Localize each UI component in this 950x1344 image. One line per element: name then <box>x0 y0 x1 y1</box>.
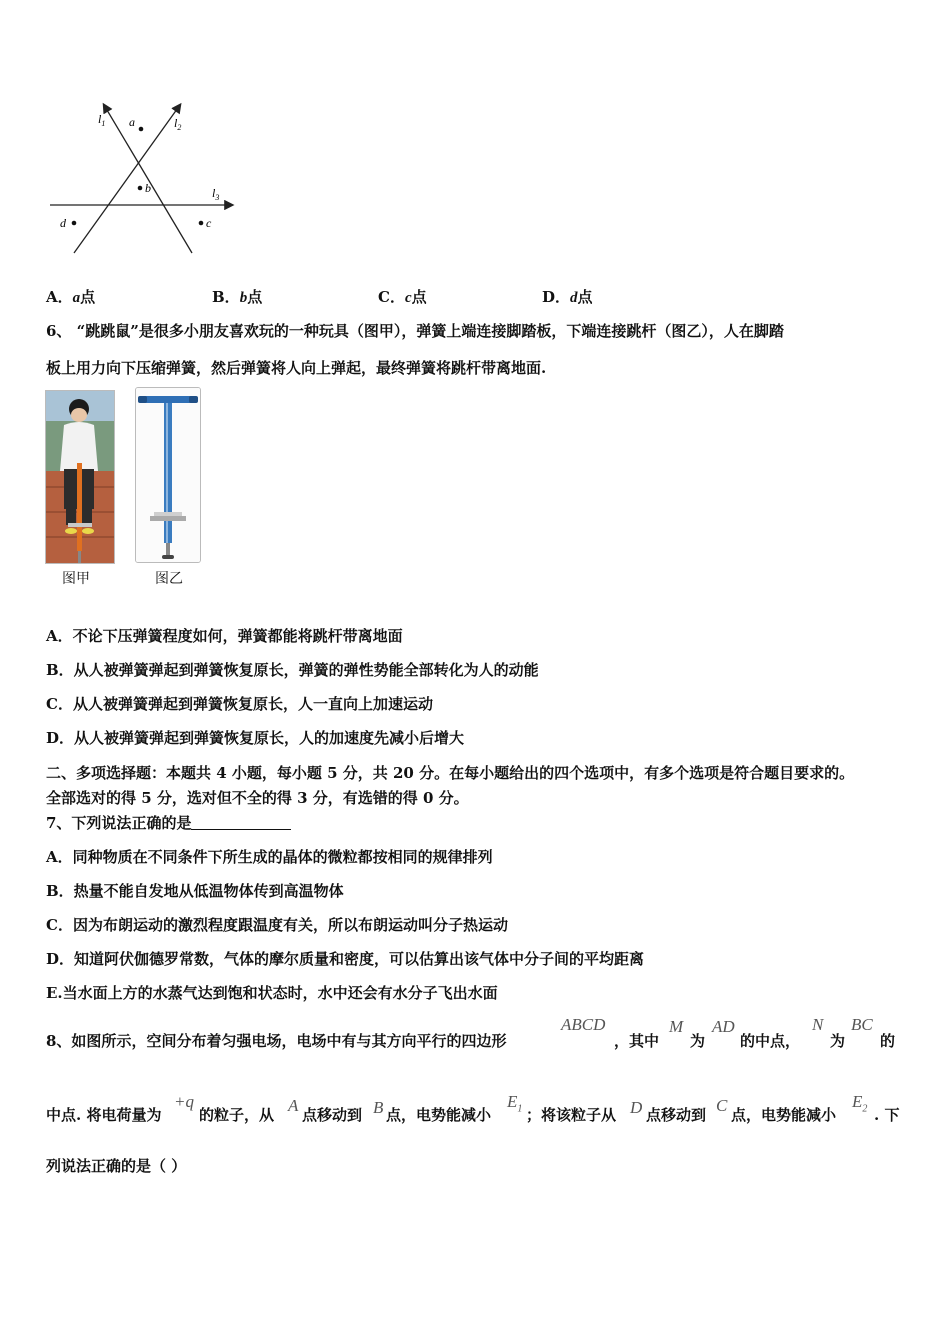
q6-option-c[interactable]: C．从人被弹簧弹起到弹簧恢复原长，人一直向上加速运动 <box>46 695 433 713</box>
photo-child-on-pogo-stick <box>45 390 115 564</box>
q7-stem: 7、下列说法正确的是 <box>46 812 291 833</box>
q8-text: 为 <box>830 1032 846 1050</box>
q8-text: 的中点， <box>740 1032 801 1050</box>
label-l3: $l_3$ <box>212 186 220 202</box>
math-a: A <box>288 1096 299 1115</box>
q8-text: . 下 <box>874 1106 900 1124</box>
math-c: C <box>716 1096 728 1115</box>
q6-option-a[interactable]: A．不论下压弹簧程度如何，弹簧都能将跳杆带离地面 <box>46 627 403 645</box>
q8-line2: 中点. 将电荷量为 <box>46 1106 162 1124</box>
q8-line3: 列说法正确的是（ ） <box>46 1157 187 1175</box>
caption-figure-a: 图甲 <box>62 571 90 587</box>
math-e2: $E_2$ <box>852 1092 868 1115</box>
math-plus-q: +q <box>174 1092 194 1111</box>
point-b <box>138 186 143 191</box>
q7-option-b[interactable]: B．热量不能自发地从低温物体传到高温物体 <box>46 882 344 900</box>
math-abcd: ABCD <box>561 1015 606 1034</box>
q8-text: 点移动到 <box>302 1106 363 1124</box>
math-e1: $E_1$ <box>507 1092 523 1115</box>
section2-line2: 全部选对的得 5 分，选对但不全的得 3 分，有选错的得 0 分。 <box>46 789 469 807</box>
q5-option-a[interactable]: A．a点 <box>46 288 96 306</box>
q8-text: 点，电势能减小 <box>731 1106 837 1124</box>
section2-line1: 二、多项选择题：本题共 4 小题，每小题 5 分，共 20 分。在每小题给出的四个选项中，有多个选项是符合题目要求的。 <box>46 764 855 782</box>
q8-text: ，其中 <box>614 1032 660 1050</box>
q8-text: 为 <box>690 1032 706 1050</box>
label-a: a <box>129 115 135 129</box>
q5-option-c[interactable]: C．c点 <box>378 288 427 306</box>
q7-option-d[interactable]: D．知道阿伏伽德罗常数，气体的摩尔质量和密度，可以估算出该气体中分子间的平均距离 <box>46 950 645 968</box>
math-ad: AD <box>712 1017 735 1036</box>
photo-pogo-stick <box>135 387 201 563</box>
q5-option-b[interactable]: B．b点 <box>212 288 263 306</box>
math-d: D <box>630 1098 643 1117</box>
lines-figure <box>40 95 250 265</box>
q6-stem-line2: 板上用力向下压缩弹簧，然后弹簧将人向上弹起，最终弹簧将跳杆带离地面. <box>46 359 547 377</box>
q7-option-e[interactable]: E.当水面上方的水蒸气达到饱和状态时，水中还会有水分子飞出水面 <box>46 984 498 1002</box>
label-d: d <box>60 216 66 230</box>
math-bc: BC <box>851 1015 873 1034</box>
label-l1: $l_1$ <box>98 112 106 128</box>
q8-text: 点，电势能减小 <box>386 1106 492 1124</box>
math-m: M <box>669 1017 684 1036</box>
q6-option-b[interactable]: B．从人被弹簧弹起到弹簧恢复原长，弹簧的弹性势能全部转化为人的动能 <box>46 661 539 679</box>
point-a <box>139 127 144 132</box>
q8-text: 的 <box>880 1032 896 1050</box>
math-n: N <box>812 1015 824 1034</box>
caption-figure-b: 图乙 <box>155 571 183 587</box>
label-b: b <box>145 181 151 195</box>
q8-text: 的粒子，从 <box>199 1106 275 1124</box>
q6-stem-line1: 6、 “跳跳鼠”是很多小朋友喜欢玩的一种玩具（图甲），弹簧上端连接脚踏板，下端连接跳杆（图乙），人在脚踏 <box>46 322 784 340</box>
answer-blank[interactable] <box>191 815 291 830</box>
math-b: B <box>373 1098 384 1117</box>
point-c <box>199 221 204 226</box>
q6-option-d[interactable]: D．从人被弹簧弹起到弹簧恢复原长，人的加速度先减小后增大 <box>46 729 465 747</box>
label-l2: $l_2$ <box>174 116 182 132</box>
q8-text: ；将该粒子从 <box>526 1106 617 1124</box>
line-l2 <box>74 105 180 253</box>
q7-option-c[interactable]: C．因为布朗运动的激烈程度跟温度有关，所以布朗运动叫分子热运动 <box>46 916 508 934</box>
label-c: c <box>206 216 212 230</box>
q7-option-a[interactable]: A．同种物质在不同条件下所生成的晶体的微粒都按相同的规律排列 <box>46 848 493 866</box>
q5-option-d[interactable]: D．d点 <box>542 288 593 306</box>
q8-line1: 8、如图所示，空间分布着匀强电场，电场中有与其方向平行的四边形 <box>46 1032 507 1050</box>
point-d <box>72 221 77 226</box>
q8-text: 点移动到 <box>646 1106 707 1124</box>
